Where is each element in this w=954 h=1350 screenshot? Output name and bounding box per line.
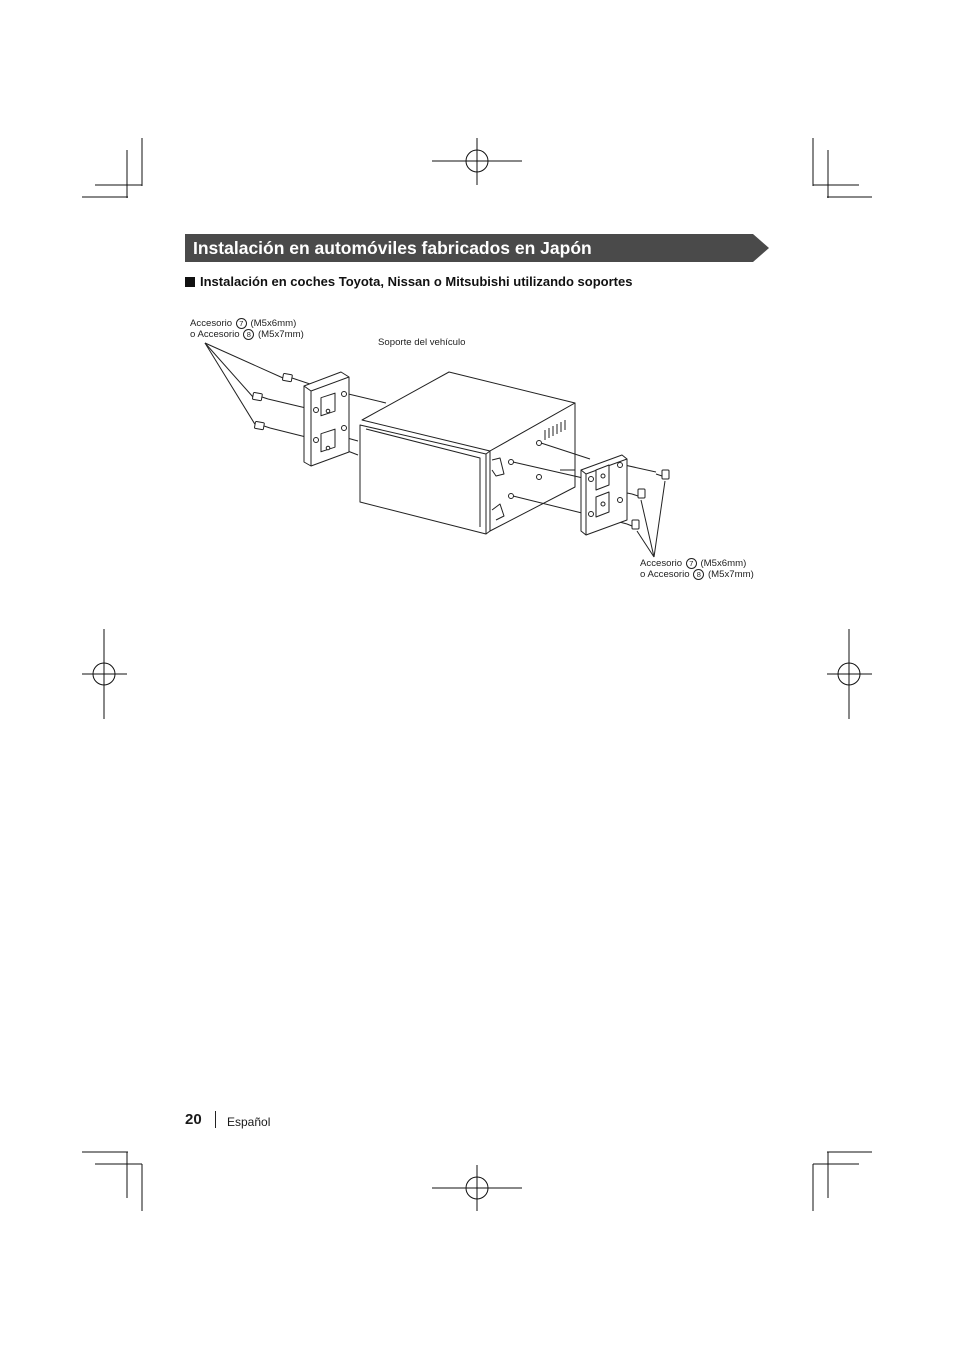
circled-number: 8 bbox=[693, 569, 704, 580]
screw-icon bbox=[282, 373, 298, 381]
footer-language: Español bbox=[227, 1115, 271, 1129]
label-text: (M5x6mm) bbox=[250, 318, 297, 329]
page-number: 20 bbox=[185, 1111, 202, 1128]
right-bracket bbox=[581, 455, 627, 535]
screw-icon bbox=[632, 489, 645, 498]
circled-number: 7 bbox=[686, 558, 697, 569]
label-text: Accesorio bbox=[640, 558, 683, 569]
leader-lines-left bbox=[205, 343, 283, 426]
label-text: o Accesorio bbox=[190, 329, 240, 340]
label-text: (M5x7mm) bbox=[707, 569, 754, 580]
label-text: o Accesorio bbox=[640, 569, 690, 580]
label-text: (M5x7mm) bbox=[257, 329, 304, 340]
label-text: Accesorio bbox=[190, 318, 233, 329]
label-vehicle-bracket: Soporte del vehículo bbox=[378, 337, 466, 348]
left-bracket bbox=[304, 372, 349, 466]
footer-divider bbox=[215, 1111, 216, 1128]
head-unit bbox=[360, 372, 575, 534]
screw-icon bbox=[627, 520, 639, 529]
screw-icon bbox=[254, 421, 270, 429]
circled-number: 7 bbox=[236, 318, 247, 329]
screw-icon bbox=[252, 392, 268, 400]
subheading-text: Instalación en coches Toyota, Nissan o Mitsubishi utilizando soportes bbox=[200, 274, 633, 289]
circled-number: 8 bbox=[243, 329, 254, 340]
section-title: Instalación en automóviles fabricados en Japón bbox=[193, 238, 592, 258]
label-text: (M5x6mm) bbox=[700, 558, 747, 569]
screw-icon bbox=[656, 470, 669, 479]
